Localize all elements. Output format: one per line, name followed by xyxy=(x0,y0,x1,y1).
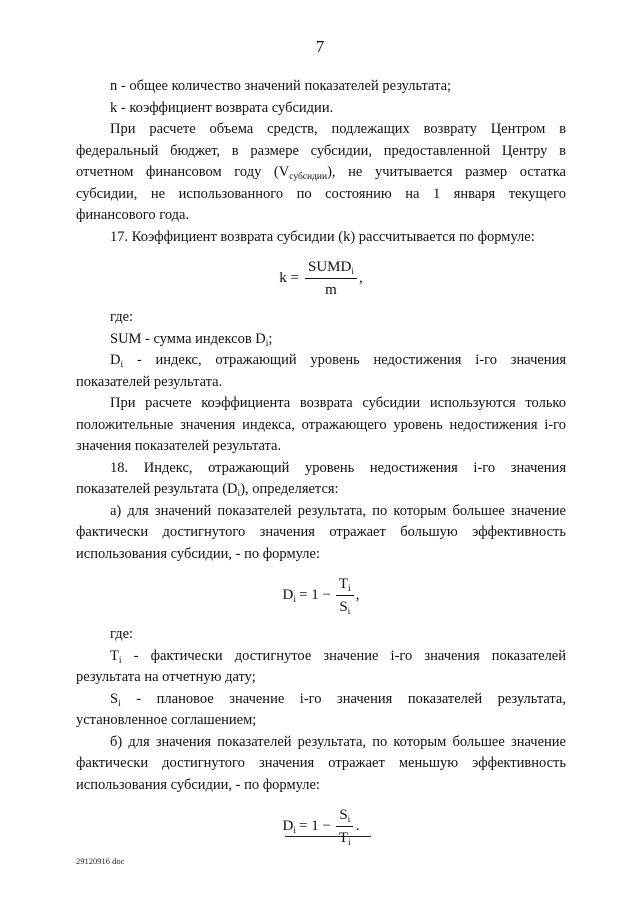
p18-sub: i xyxy=(237,489,241,499)
formula-di-b-lhs-sub: i xyxy=(293,825,296,836)
subsidy-text-b: ), не учитывается размер остатка субсидии, не использованного по состоянию на 1 января текущего финансового года. xyxy=(76,164,566,223)
formula-k-tail: , xyxy=(358,269,363,286)
formula-di-b-eq: = 1 − xyxy=(299,817,331,834)
si-def-sub: i xyxy=(118,698,121,709)
positive-values-paragraph: При расчете коэффициента возврата субсидии используются только положительные значения индекса, отражающего уровень недостижения i-го значения показателей результата. xyxy=(76,395,566,454)
si-definition xyxy=(76,689,566,732)
formula-k-num-sub: i xyxy=(351,267,354,277)
footer-rule xyxy=(285,836,371,837)
formula-di-a-num-text: T xyxy=(338,576,349,592)
formula-k xyxy=(76,258,566,299)
n-definition: n - общее количество значений показателей результата; xyxy=(110,78,452,94)
where-label-2: где: xyxy=(110,626,134,642)
formula-di-b-numerator xyxy=(336,806,353,827)
case-a-paragraph: а) для значений показателей результата, по которым большее значение фактически достигнутого значения отражает большую эффективность использования субсидии, - по формуле: xyxy=(76,502,566,562)
subsidy-paragraph xyxy=(76,119,566,227)
formula-di-a xyxy=(76,575,566,616)
ti-def-text: - фактически достигнутое значение i-го значения показателей результата на отчетную дату; xyxy=(76,647,566,685)
formula-di-a-den-text: S xyxy=(339,599,348,615)
p18-text-b: ), определяется: xyxy=(240,481,339,497)
formula-di-b-den-sub: i xyxy=(348,838,351,848)
page-number: 7 xyxy=(315,37,325,56)
formula-k-denominator: m xyxy=(325,282,337,298)
formula-di-a-fraction xyxy=(336,575,354,616)
formula-di-b-num-sub: i xyxy=(347,815,351,825)
subsidy-subscript: субсидии xyxy=(289,172,328,182)
formula-di-a-eq: = 1 − xyxy=(299,586,331,603)
paragraph-17: 17. Коэффициент возврата субсидии (k) рассчитывается по формуле: xyxy=(110,228,535,245)
k-definition: k - коэффициент возврата субсидии. xyxy=(110,99,334,116)
di-def-symbol: D xyxy=(110,352,121,368)
formula-k-lhs: k = xyxy=(279,269,299,286)
formula-k-numerator xyxy=(305,258,357,279)
sum-def-tail: ; xyxy=(268,330,273,347)
formula-di-a-denominator xyxy=(336,596,353,616)
di-def-sub: i xyxy=(120,360,124,370)
sum-definition xyxy=(76,329,566,351)
ti-def-symbol: T xyxy=(110,647,119,664)
footer-file-code: 29120916 doc xyxy=(76,856,125,866)
formula-di-a-num-sub: i xyxy=(348,584,351,594)
formula-di-a-lhs xyxy=(283,585,296,607)
formula-k-fraction xyxy=(305,258,357,299)
formula-di-a-tail: , xyxy=(355,586,360,603)
formula-di-a-lhs-text: D xyxy=(282,586,294,603)
formula-di-b-num-text: S xyxy=(339,807,348,823)
document-body xyxy=(76,76,566,855)
formula-di-a-lhs-sub: i xyxy=(293,594,296,605)
formula-di-b-tail: . xyxy=(355,817,360,834)
sum-def-text: SUM - сумма индексов D xyxy=(110,330,266,347)
p18-text-a: 18. Индекс, отражающий уровень недостижения i-го значения показателей результата (D xyxy=(76,459,566,497)
formula-k-num-text: SUMD xyxy=(307,259,352,275)
formula-di-b-den-text: T xyxy=(338,830,349,846)
formula-di-b xyxy=(76,806,566,847)
ti-def-sub: i xyxy=(118,655,122,666)
paragraph-18 xyxy=(76,458,566,501)
formula-di-b-lhs-text: D xyxy=(282,817,294,834)
si-def-text: - плановое значение i-го значения показателей результата, установленное соглашением; xyxy=(76,690,566,728)
ti-definition xyxy=(76,646,566,689)
formula-di-a-numerator xyxy=(336,575,354,596)
subsidy-text-a: При расчете объема средств, подлежащих возврату Центром в федеральный бюджет, в размере субсидии, предоставленной Центру в отчетном финансовом году (V xyxy=(76,121,566,180)
formula-di-b-denominator xyxy=(336,827,354,847)
where-label-1: где: xyxy=(110,309,134,325)
formula-di-b-lhs xyxy=(283,816,296,838)
formula-di-b-fraction xyxy=(336,806,354,847)
sum-def-sub: i xyxy=(265,338,269,349)
di-definition xyxy=(76,350,566,393)
si-def-symbol: S xyxy=(110,690,119,707)
case-b-paragraph: б) для значения показателей результата, по которым большее значение фактически достигнутого значения отражает меньшую эффективность использования субсидии, - по формуле: xyxy=(76,733,566,793)
formula-di-a-den-sub: i xyxy=(347,607,351,617)
di-def-text: - индекс, отражающий уровень недостижения i-го значения показателей результата. xyxy=(76,352,566,390)
